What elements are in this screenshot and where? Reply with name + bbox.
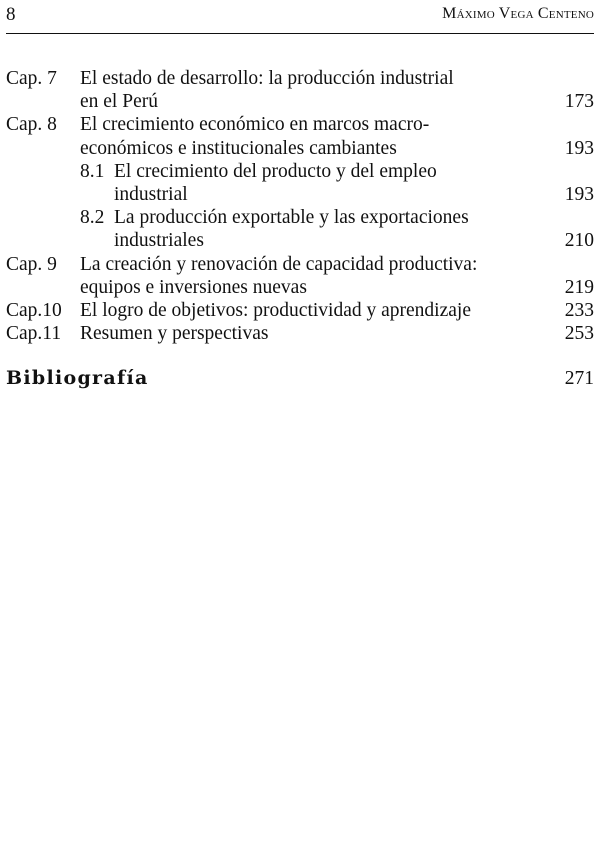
toc-entry-title-line: El crecimiento económico en marcos macro- [80,114,430,136]
toc-entry-title-line: El estado de desarrollo: la producción industrial [80,68,454,89]
bibliography-title: Bibliografía [6,367,149,389]
toc-entry-title [80,299,544,322]
toc-entry-page: 210 [564,230,594,252]
toc-entry-title-line: equipos e inversiones nuevas [80,276,307,298]
toc-entry-page: 253 [564,323,594,345]
toc-entry-bibliography [6,367,594,395]
toc-entry-label: Cap. 8 [6,114,57,136]
toc-entry-title [80,67,544,113]
toc-section-number: 8.2 [80,207,105,229]
toc-entry-title-line: industriales [114,230,204,252]
toc-entry-title-line: El crecimiento del producto y del empleo [114,160,437,182]
toc-entry-cap-9 [6,253,594,299]
toc-entry-page: 193 [564,184,594,206]
toc-entry-cap-10 [6,299,594,322]
toc-entry-page: 173 [564,91,594,113]
toc-entry-title-line: Resumen y perspectivas [80,323,269,345]
running-head: Máximo Vega Centeno [442,5,594,22]
toc-entry-title [114,206,544,252]
toc-entry-label: Cap. 7 [6,68,57,89]
page-number: 8 [6,4,16,25]
toc-entry-title-line: La creación y renovación de capacidad productiva: [80,253,478,275]
toc-entry-title-line: El logro de objetivos: productividad y aprendizaje [80,300,471,322]
page-header [6,4,594,28]
toc-entry-title [114,160,544,206]
toc-entry-title-line: industrial [114,184,188,206]
toc-entry-section-8-2 [6,206,594,252]
toc-entry-section-8-1 [6,160,594,206]
bibliography-page: 271 [564,368,594,389]
toc-entry-title-line: económicos e institucionales cambiantes [80,137,397,159]
toc-entry-cap-7 [6,67,594,113]
toc-entry-title [80,322,544,345]
toc-entry-label: Cap.11 [6,323,62,345]
table-of-contents [6,67,594,345]
header-rule [6,33,594,34]
toc-entry-title-line: en el Perú [80,91,158,113]
toc-entry-cap-8 [6,113,594,159]
toc-section-number: 8.1 [80,160,105,182]
toc-entry-page: 219 [564,276,594,298]
toc-entry-page: 193 [564,137,594,159]
toc-entry-label: Cap. 9 [6,253,57,275]
toc-entry-label: Cap.10 [6,300,62,322]
toc-entry-cap-11 [6,322,594,345]
toc-entry-title-line: La producción exportable y las exportaciones [114,207,469,229]
toc-entry-page: 233 [564,300,594,322]
toc-entry-title [80,253,544,299]
toc-entry-title [80,113,544,159]
